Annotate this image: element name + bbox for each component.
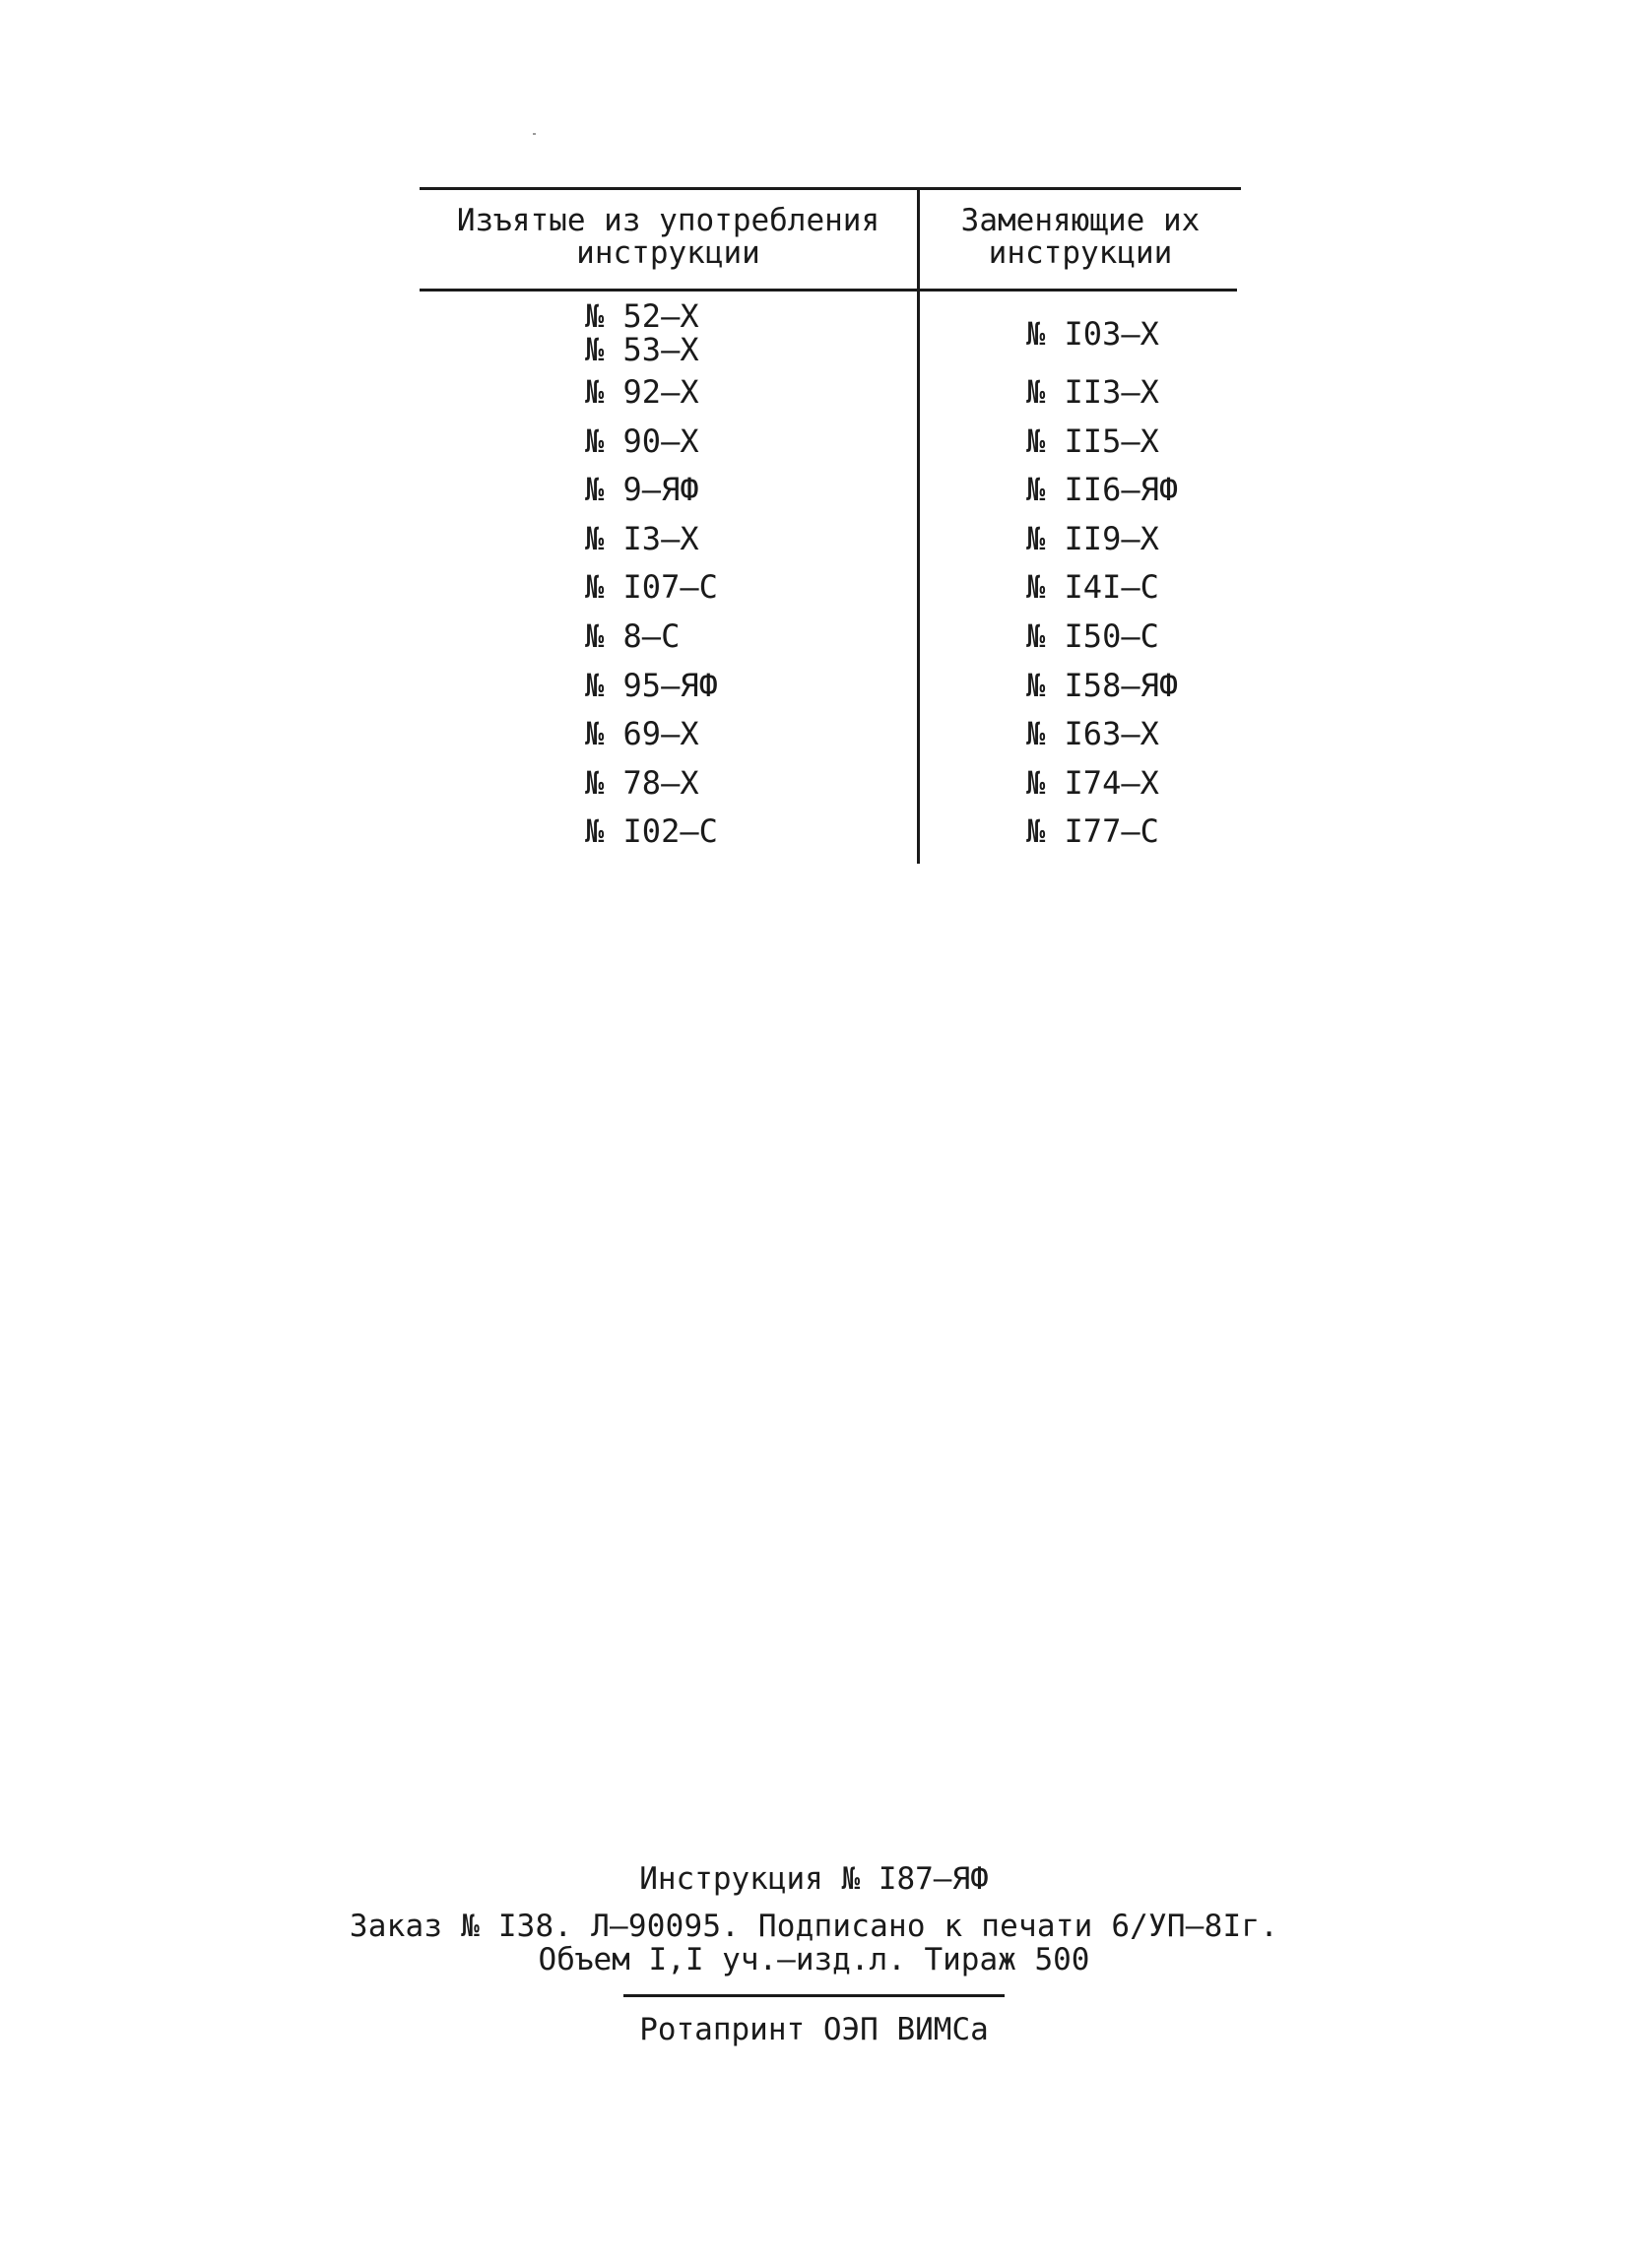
header-replacement-line-2: инструкции <box>988 235 1173 271</box>
withdrawn-cell: № 53–Х <box>585 331 699 368</box>
replacement-cell: № I58–ЯФ <box>1026 666 1179 704</box>
replacement-cell: № II9–Х <box>1026 519 1159 557</box>
replacement-cell: № I63–Х <box>1026 715 1159 753</box>
replacement-cell: № II6–ЯФ <box>1026 471 1179 509</box>
header-replacement-line-1: Заменяющие их <box>960 203 1201 238</box>
volume-line: Объем I,I уч.–изд.л. Тираж 500 <box>538 1942 1090 1977</box>
withdrawn-cell: № I02–С <box>585 812 718 851</box>
scan-speck <box>533 133 536 135</box>
header-withdrawn-line-1: Изъятые из употребления <box>456 203 880 238</box>
withdrawn-cell: № 90–Х <box>585 421 699 460</box>
replacement-cell: № II5–Х <box>1026 421 1159 460</box>
footer-rule <box>623 1994 1005 1997</box>
withdrawn-cell: № 69–Х <box>585 715 699 753</box>
withdrawn-cell: № 8–С <box>585 616 681 655</box>
header-replacement <box>920 205 1241 270</box>
withdrawn-cell: № 92–Х <box>585 373 699 411</box>
table-column-divider <box>917 187 920 864</box>
table-row <box>585 299 718 368</box>
order-line: Заказ № I38. Л–90095. Подписано к печати 6/УП–8Iг. <box>349 1909 1279 1944</box>
replacement-cell: № II3–Х <box>1026 373 1159 411</box>
withdrawn-column <box>585 299 718 857</box>
table-header-rule <box>420 289 1237 292</box>
replacement-cell: № I50–С <box>1026 616 1159 655</box>
replacement-cell: № I77–С <box>1026 812 1159 851</box>
withdrawn-cell: № 78–Х <box>585 763 699 802</box>
replacement-table <box>420 187 1243 867</box>
replacement-cell: № I03–Х <box>1026 315 1159 353</box>
header-withdrawn <box>420 205 917 270</box>
replacement-column <box>1026 299 1178 857</box>
replacement-cell: № I4I–С <box>1026 568 1159 607</box>
instruction-title: Инструкция № I87–ЯФ <box>639 1861 989 1897</box>
withdrawn-cell: № 9–ЯФ <box>585 471 699 509</box>
withdrawn-cell: № I3–Х <box>585 519 699 557</box>
withdrawn-cell: № I07–С <box>585 568 718 607</box>
withdrawn-cell: № 52–Х <box>585 297 699 335</box>
header-withdrawn-line-2: инструкции <box>576 235 760 271</box>
withdrawn-cell: № 95–ЯФ <box>585 666 718 704</box>
replacement-cell: № I74–Х <box>1026 763 1159 802</box>
table-top-rule <box>420 187 1241 190</box>
printer-line: Ротапринт ОЭП ВИМСа <box>639 2012 989 2047</box>
